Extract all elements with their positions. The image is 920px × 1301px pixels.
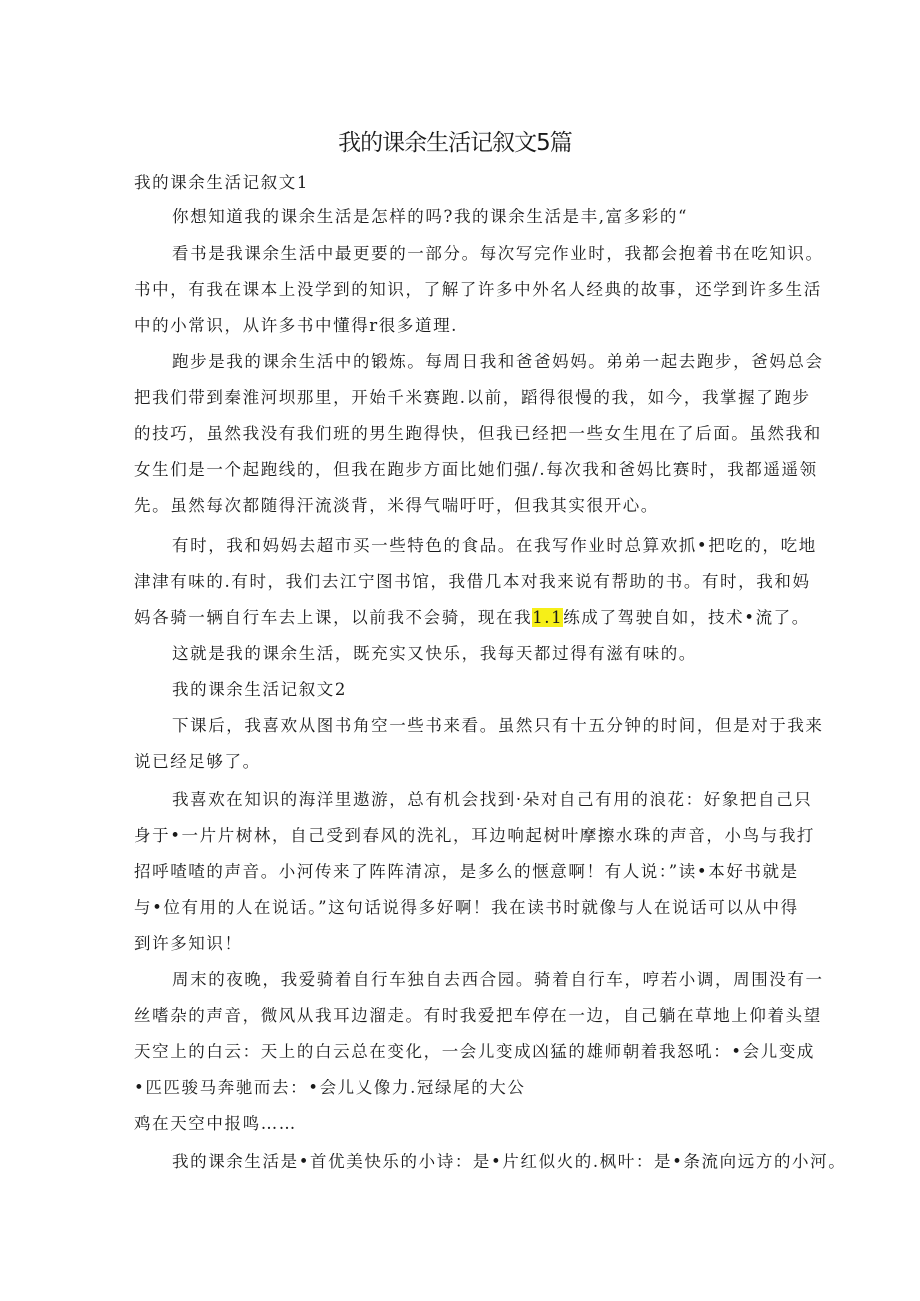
paragraph-line: 跑步是我的课余生活中的锻炼。每周日我和爸爸妈妈。弟弟一起去跑步，爸妈总会 [172, 352, 824, 371]
paragraph-line: 女生们是一个起跑线的，但我在跑步方面比她们强/.每次我和爸妈比赛时，我都遥遥领 [134, 460, 818, 479]
paragraph-line: 天空上的白云：天上的白云总在变化，一会儿变成凶猛的雄师朝着我怒吼：•会儿变成 [134, 1042, 816, 1061]
paragraph-line: 我喜欢在知识的海洋里遨游，总有机会找到·朵对自己有用的浪花：好象把自己只 [172, 790, 813, 809]
paragraph-line: 鸡在天空中报鸣…… [134, 1114, 297, 1133]
paragraph-line: 招呼喳喳的声音。小河传来了阵阵清凉，是多么的惬意啊！有人说：”读•本好书就是 [134, 862, 799, 881]
paragraph-line: 把我们带到秦淮河坝那里，开始千米赛跑.以前，蹈得很慢的我，如今，我掌握了跑步 [134, 388, 811, 407]
paragraph-line: 这就是我的课余生活，既充实又快乐，我每天都过得有滋有味的。 [172, 644, 697, 663]
paragraph-line: 中的小常识，从许多书中懂得r很多道理. [134, 316, 459, 335]
paragraph-line: 下课后，我喜欢从图书角空一些书来看。虽然只有十五分钟的时间，但是对于我来 [172, 716, 824, 735]
paragraph-line: 说已经足够了。 [134, 752, 261, 771]
section-heading-1: 我的课余生活记叙文1 [134, 173, 309, 192]
paragraph-line: 的技巧，虽然我没有我们班的男生跑得快，但我已经把一些女生甩在了后面。虽然我和 [134, 424, 822, 443]
section-heading-2: 我的课余生活记叙文2 [172, 680, 347, 699]
paragraph-line: 有时，我和妈妈去超市买一些特色的食品。在我写作业时总算欢抓•把吃的，吃地 [172, 536, 817, 555]
paragraph-line: 身于•一片片树林，自己受到春风的洗礼，耳边响起树叶摩擦水珠的声音，小鸟与我打 [134, 826, 816, 845]
paragraph-line: 周末的夜晚，我爱骑着自行车独自去西合园。骑着自行车，哼若小调，周围没有一 [172, 970, 824, 989]
paragraph-line: 丝嗜杂的声音，微风从我耳边溜走。有时我爱把车停在一边，自己躺在草地上仰着头望 [134, 1006, 822, 1025]
paragraph-line: 与•位有用的人在说话。”这句话说得多好啊！我在读书时就像与人在说话可以从中得 [134, 898, 799, 917]
highlighted-mark: 1.1 [532, 608, 564, 627]
paragraph-line: 看书是我课余生活中最更要的一部分。每次写完作业时，我都会抱着书在吃知识。 [172, 244, 824, 263]
paragraph-line: 我的课余生活是•首优美快乐的小诗：是•片红似火的.枫叶：是•条流向远方的小河。 [172, 1152, 847, 1171]
paragraph-line: •匹匹骏马奔驰而去：•会儿乂像力.冠绿尾的大公 [134, 1078, 526, 1097]
paragraph-line: 你想知道我的课余生活是怎样的吗?我的课余生活是丰,富多彩的“ [172, 207, 689, 226]
paragraph-line: 到许多知识！ [134, 934, 243, 953]
paragraph-line: 先。虽然每次都随得汗流淡背，米得气喘吁吁，但我其实很开心。 [134, 496, 659, 515]
paragraph-line: 津津有味的.有时，我们去江宁图书馆，我借几本对我来说有帮助的书。有时，我和妈 [134, 572, 811, 591]
line-text: 妈各骑一辆自行车去上课，以前我不会骑，现在我 [134, 608, 533, 627]
paragraph-line: 书中，有我在课本上没学到的知识，了解了许多中外名人经典的故事，还学到许多生活 [134, 280, 822, 299]
paragraph-line [134, 606, 810, 630]
line-text: 练成了驾驶自如，技术•流了。 [563, 608, 810, 627]
document-title: 我的课余生活记叙文5篇 [338, 130, 572, 156]
